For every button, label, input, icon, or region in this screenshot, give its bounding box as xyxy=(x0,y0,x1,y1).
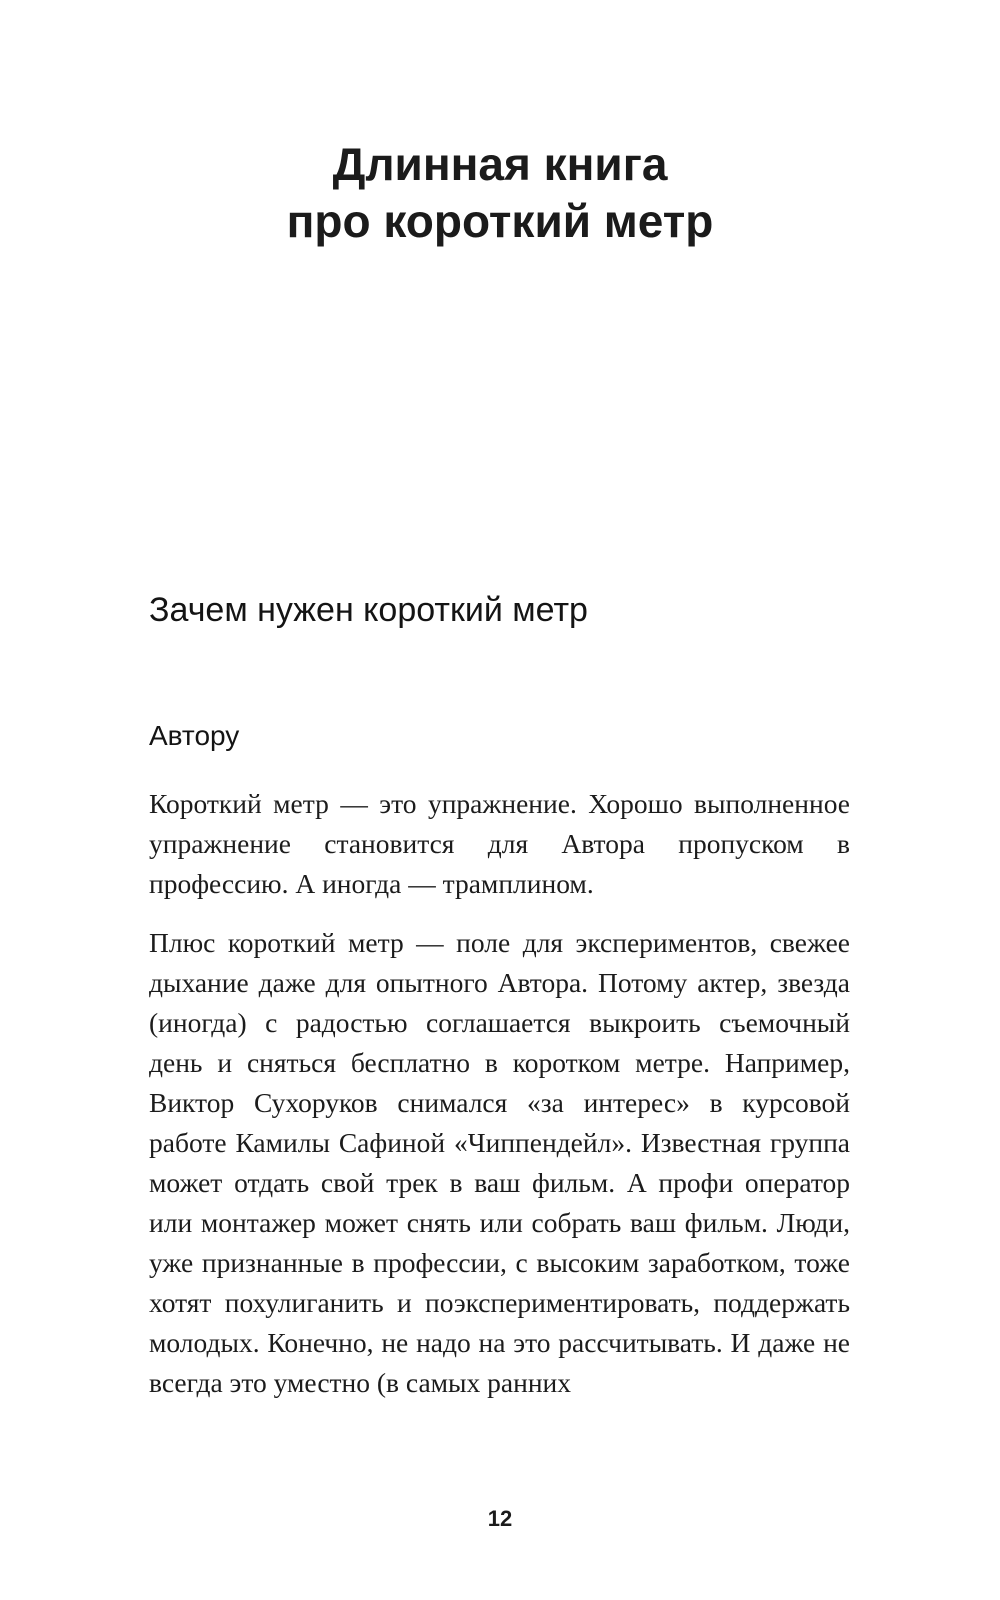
body-paragraph-2: Плюс короткий метр — поле для экспериментов, свежее дыхание даже для опытного Автора. Потому актер, звезда (иногда) с радостью соглашается выкроить съемочный день и сняться бесплатно в коротком метре. Например, Виктор Сухоруков снимался «за интерес» в курсовой работе Камилы Сафиной «Чиппендейл». Известная группа может отдать свой трек в ваш фильм. А профи оператор или монтажер может снять или собрать ваш фильм. Люди, уже признанные в профессии, с высоким заработком, тоже хотят похулиганить и поэкспериментировать, поддержать молодых. Конечно, не надо на это рассчитывать. И даже не всегда это уместно (в самых ранних xyxy=(149,927,850,1398)
section-heading: Зачем нужен короткий метр xyxy=(149,591,588,629)
page-number: 12 xyxy=(487,1506,513,1531)
subsection-heading: Автору xyxy=(149,720,240,751)
chapter-title xyxy=(0,136,1000,250)
chapter-title-line-1: Длинная книга xyxy=(332,138,668,190)
chapter-title-line-2: про короткий метр xyxy=(286,195,714,247)
body-paragraph-1: Короткий метр — это упражнение. Хорошо выполненное упражнение становится для Автора пропуском в профессию. А иногда — трамплином. xyxy=(149,788,850,899)
